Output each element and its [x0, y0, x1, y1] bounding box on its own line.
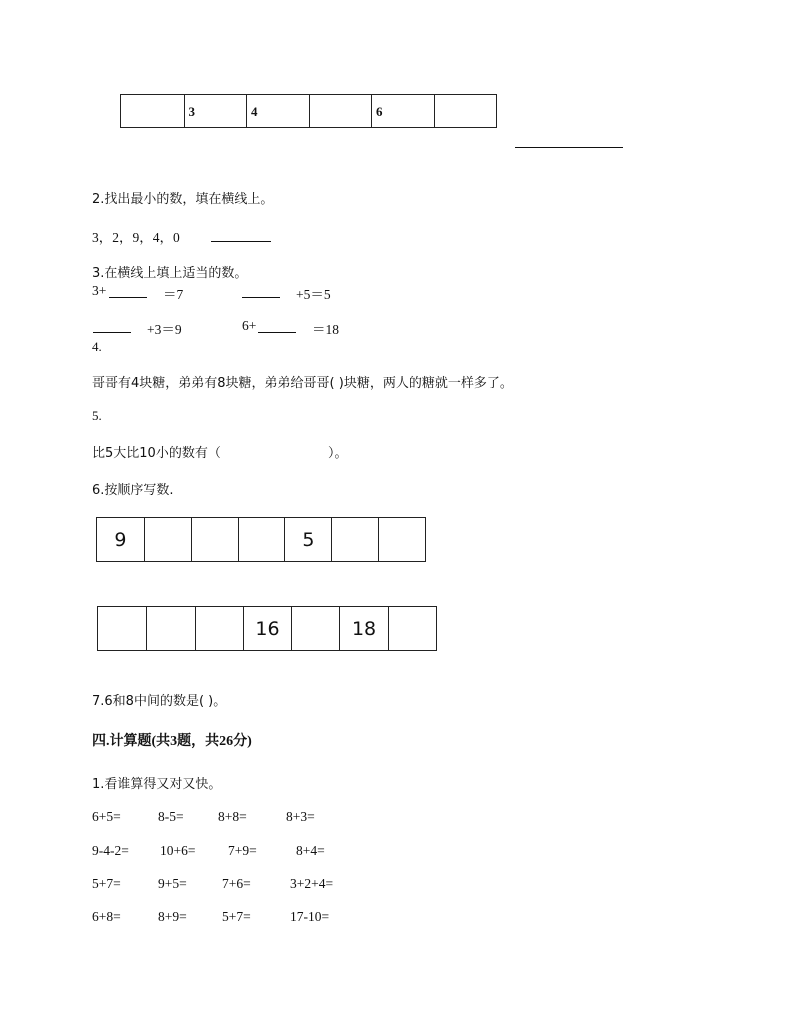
calc-item: 10+6= [160, 843, 196, 858]
equation-pre: 6+ [242, 318, 257, 333]
question-7-text: 7.6和8中间的数是( )。 [92, 694, 227, 709]
calc-item: 8+3= [286, 809, 315, 824]
answer-blank-line[interactable] [211, 241, 271, 242]
equation-post: +5＝5 [296, 287, 331, 302]
question-5-text: 比5大比10小的数有（ [92, 446, 221, 461]
question-6-title: 6.按顺序写数. [92, 483, 174, 498]
answer-blank-line[interactable] [242, 297, 280, 298]
question-2-numbers: 3，2，9，4，0 [92, 230, 180, 245]
calc-item: 8-5= [158, 809, 184, 824]
section-4-title: 四.计算题(共3题，共26分) [92, 734, 252, 749]
table-cell: 4 [246, 95, 309, 127]
answer-blank-line[interactable] [258, 332, 296, 333]
calc-item: 6+8= [92, 909, 121, 924]
section-4-question-1-title: 1.看谁算得又对又快。 [92, 777, 222, 792]
sequence-box[interactable] [98, 607, 146, 650]
sequence-box[interactable] [144, 518, 191, 561]
sequence-box: 18 [339, 607, 387, 650]
calc-item: 7+9= [228, 843, 257, 858]
sequence-boxes-row-1 [96, 517, 426, 562]
sequence-box[interactable] [146, 607, 194, 650]
calc-item: 9+5= [158, 876, 187, 891]
calc-item: 5+7= [222, 909, 251, 924]
sequence-box: 9 [114, 528, 127, 551]
question-2-title: 2.找出最小的数，填在横线上。 [92, 192, 274, 207]
table-cell: 3 [184, 95, 247, 127]
sequence-boxes-row-2 [97, 606, 437, 651]
sequence-box[interactable] [195, 607, 243, 650]
calc-item: 8+4= [296, 843, 325, 858]
equation-post: +3＝9 [147, 322, 182, 337]
calc-item: 8+8= [218, 809, 247, 824]
number-table-top [120, 94, 497, 128]
sequence-box[interactable] [378, 518, 425, 561]
equation-pre: 3+ [92, 283, 107, 298]
sequence-box[interactable] [388, 607, 436, 650]
sequence-box: 5 [284, 518, 331, 561]
calc-item: 3+2+4= [290, 876, 334, 891]
question-5-number: 5. [92, 408, 102, 423]
sequence-box[interactable] [191, 518, 238, 561]
answer-blank-line[interactable] [93, 332, 131, 333]
sequence-box[interactable] [331, 518, 378, 561]
equation-post: ＝18 [312, 322, 339, 337]
table-cell: 6 [371, 95, 434, 127]
calc-item: 17-10= [290, 909, 330, 924]
question-4-text: 哥哥有4块糖，弟弟有8块糖，弟弟给哥哥( )块糖，两人的糖就一样多了。 [92, 376, 513, 391]
table-cell[interactable] [434, 95, 497, 127]
calc-item: 5+7= [92, 876, 121, 891]
table-cell[interactable] [309, 95, 372, 127]
sequence-box[interactable] [238, 518, 285, 561]
calc-item: 9-4-2= [92, 843, 129, 858]
calc-item: 7+6= [222, 876, 251, 891]
calc-item: 8+9= [158, 909, 187, 924]
question-5-text-end: ）。 [328, 446, 348, 461]
sequence-box: 16 [243, 607, 291, 650]
equation-post: ＝7 [163, 287, 184, 302]
sequence-box[interactable] [291, 607, 339, 650]
answer-blank-line[interactable] [109, 297, 147, 298]
table-cell[interactable] [121, 95, 184, 127]
question-4-number: 4. [92, 339, 102, 354]
calc-item: 6+5= [92, 809, 121, 824]
answer-blank-line[interactable] [515, 147, 623, 148]
question-3-title: 3.在横线上填上适当的数。 [92, 266, 248, 281]
